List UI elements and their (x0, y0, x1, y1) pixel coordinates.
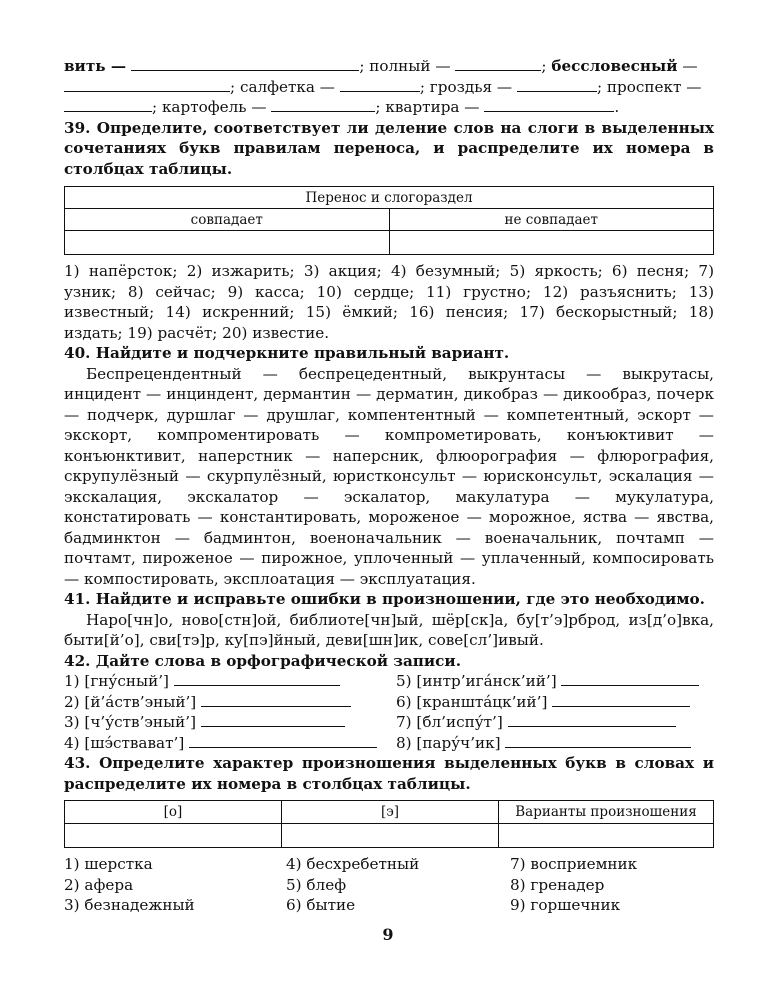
answer-blank[interactable] (64, 97, 152, 112)
fill-line-2: ; салфетка — ; гроздья — ; проспект — (64, 77, 714, 98)
answer-blank[interactable] (271, 97, 375, 112)
task-40-title: 40. Найдите и подчеркните правильный вариант. (64, 344, 510, 362)
list-row: 1) шерстка 4) бесхребетный 7) восприемник (64, 855, 638, 873)
answer-blank[interactable] (189, 733, 377, 748)
column-header-matches: совпадает (65, 209, 390, 231)
answer-blank[interactable] (174, 671, 340, 686)
fill-line-3: ; картофель — ; квартира — . (64, 97, 714, 118)
answer-blank[interactable] (508, 712, 676, 727)
task-42-item: 3) [ч’у́ств’эный’] (64, 712, 396, 733)
page-number: 9 (382, 925, 394, 944)
task-41-text: Наро[чн]о, ново[стн]ой, библиоте[чн]ый, шёр[ск]а, бу[т’э]рброд, из[д’о]вка, быти[й’о], сви[тэ]р, ку[пэ]йный, деви[шн]ик, сове[сл’]ивый. (64, 610, 714, 649)
list-row: 2) афера 5) блеф 8) гренадер (64, 875, 605, 894)
answer-blank[interactable] (201, 712, 345, 727)
task-42-item: 4) [шэ́ствават’] (64, 733, 396, 754)
answer-cell[interactable] (282, 824, 499, 848)
answer-cell[interactable] (499, 824, 714, 848)
answer-blank[interactable] (455, 56, 541, 71)
task-42-item: 2) [й’а́ств’эный’] (64, 692, 396, 713)
column-header-variants: Варианты произношения (499, 801, 714, 824)
fill-line-1: вить — ; полный — ; бессловесный — (64, 57, 698, 75)
answer-blank[interactable] (64, 77, 230, 92)
answer-cell[interactable] (389, 231, 714, 255)
task-43-title: 43. Определите характер произношения выделенных букв в словах и распределите их номера в столбцах таблицы. (64, 754, 714, 793)
task-42-item: 1) [гну́сный’] (64, 671, 396, 692)
task-42-item: 6) [кранштáцк’ий’] (396, 692, 714, 713)
task-40-text: Беспрецендентный — беспрецедентный, выкрунтасы — выкрутасы, инцидент — инциндент, дермантин — дерматин, дикобраз — дикообраз, почерк — подчерк, дуршлаг — друшлаг, компентентный — компетентный, эскорт — экскорт, компроментировать — компрометировать, конъюктивит — конъюнктивит, наперстник — наперсник, флюорография — флюрография, скрупулёзный — скурпулёзный, юристконсульт — юрисконсульт, эскалация — экскалация, экскалатор — эскалатор, макулатура — мукулатура, констатировать — константировать, мороженое — морожное, яства — явства, бадминктон — бадминтон, военоначальник — военачальник, почтамп — почтамт, пироженое — пирожное, уплоченный — уплаченный, компосировать — компостировать, эксплоатация — эксплуатация. (64, 364, 714, 588)
task-39-table (64, 186, 714, 255)
column-header-o: [о] (65, 801, 282, 824)
answer-blank[interactable] (340, 77, 420, 92)
answer-cell[interactable] (65, 824, 282, 848)
answer-blank[interactable] (517, 77, 597, 92)
task-43-items (64, 854, 714, 916)
task-43-table (64, 800, 714, 848)
answer-blank[interactable] (201, 692, 351, 707)
answer-blank[interactable] (484, 97, 614, 112)
task-41-title: 41. Найдите и исправьте ошибки в произношении, где это необходимо. (64, 590, 705, 608)
page-content (64, 56, 714, 916)
answer-cell[interactable] (65, 231, 390, 255)
answer-blank[interactable] (561, 671, 699, 686)
answer-blank[interactable] (552, 692, 690, 707)
task-42-item: 5) [интр’ига́нск’ий’] (396, 671, 714, 692)
column-header-e: [э] (282, 801, 499, 824)
task-42-title: 42. Дайте слова в орфографической записи. (64, 651, 461, 670)
list-row: 3) безнадежный 6) бытие 9) горшечник (64, 896, 621, 914)
task-42-grid (64, 671, 714, 753)
task-39-items: 1) напёрсток; 2) изжарить; 3) акция; 4) безумный; 5) яркость; 6) песня; 7) узник; 8) сейчас; 9) касса; 10) сердце; 11) грустно; 12) разъяснить; 13) известный; 14) искренний; 15) ёмкий; 16) пенсия; 17) бескорыстный; 18) издать; 19) расчёт; 20) известие. (64, 262, 714, 342)
task-42-item: 8) [пару́ч’ик] (396, 733, 714, 754)
column-header-not-matches: не совпадает (389, 209, 714, 231)
answer-blank[interactable] (131, 56, 359, 71)
task-42-item: 7) [бл’испу́т’] (396, 712, 714, 733)
table-header: Перенос и слогораздел (65, 187, 714, 209)
task-39-title: 39. Определите, соответствует ли деление слов на слоги в выделенных сочетаниях букв правилам переноса, и распределите их номера в столбцах таблицы. (64, 118, 714, 178)
answer-blank[interactable] (505, 733, 691, 748)
